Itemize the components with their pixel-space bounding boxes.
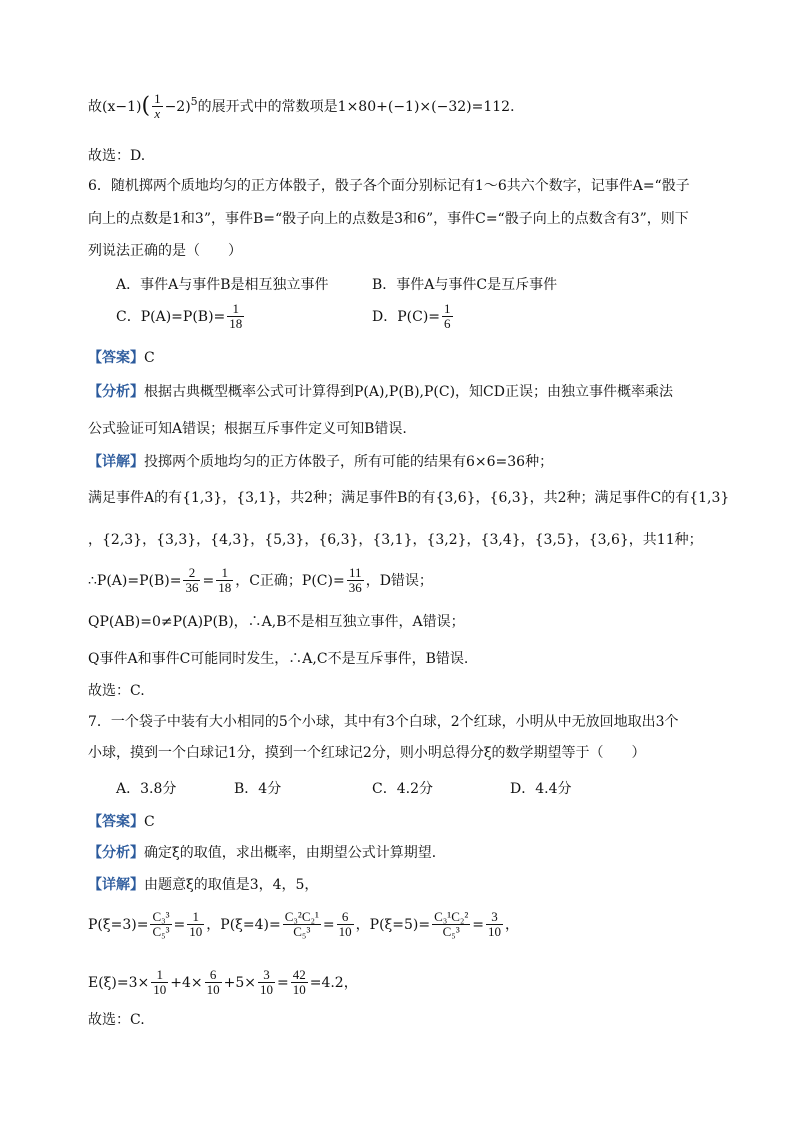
q7-detail-line-1 [88, 877, 318, 894]
denominator: C₅³ [442, 924, 460, 940]
detail-text: +4× [170, 974, 203, 991]
detail-text: 投掷两个质地均匀的正方体骰子，所有可能的结果有6×6=36种； [144, 454, 554, 470]
q7-option-a: A．3.8分 [116, 781, 177, 797]
fraction [150, 910, 171, 940]
fraction [151, 968, 168, 998]
q6-choose: 故选：C. [88, 683, 145, 699]
q7-option-d: D．4.4分 [510, 781, 572, 797]
detail-text: = [276, 974, 289, 991]
choose-d: 故选：D. [88, 148, 146, 164]
denominator: 10 [488, 924, 502, 940]
fraction [432, 910, 470, 940]
denominator: C₅³ [152, 924, 170, 940]
q6-analysis-line-1 [88, 384, 673, 401]
fraction [152, 92, 163, 122]
numerator: 11 [347, 566, 364, 581]
fraction [283, 910, 321, 940]
numerator: 3 [486, 910, 503, 925]
fraction [216, 566, 233, 596]
q7-option-b: B．4分 [234, 781, 282, 797]
q6-detail-line-2: 满足事件A的有{1,3}，{3,1}，共2种；满足事件B的有{3,6}，{6,3}，共2种；满足事件C的有{1,3} [88, 490, 730, 506]
option-text: C．P(A)=P(B)= [116, 308, 226, 325]
q6-detail-line-1 [88, 454, 553, 471]
fraction [183, 566, 200, 596]
detail-text: E(ξ)=3× [88, 974, 150, 991]
denominator: 18 [229, 316, 243, 332]
q7-analysis [88, 845, 446, 862]
detail-text: +5× [223, 974, 256, 991]
denominator: x [154, 106, 161, 122]
analysis-text: 根据古典概型概率公式可计算得到P(A),P(B),P(C)，知CD正误；由独立事件概率乘法 [144, 384, 673, 400]
fraction [227, 302, 244, 332]
denominator: 36 [348, 580, 362, 596]
answer-tag: 【答案】 [88, 814, 144, 830]
q6-analysis-line-2: 公式验证可知A错误；根据互斥事件定义可知B错误. [88, 421, 407, 437]
numerator: 1 [154, 91, 161, 106]
q6-stem-line-1: 6．随机掷两个质地均匀的正方体骰子，骰子各个面分别标记有1～6共六个数字，记事件A=“骰子 [88, 178, 690, 194]
denominator: 6 [444, 316, 451, 332]
detail-text: =4.2， [309, 974, 358, 991]
detail-tag: 【详解】 [88, 877, 144, 893]
detail-text: P(ξ=3)= [88, 916, 149, 933]
detail-text: = [173, 916, 186, 933]
detail-text: = [202, 572, 215, 589]
denominator: 10 [259, 982, 273, 998]
fraction [205, 968, 222, 998]
numerator: 1 [227, 302, 244, 317]
fraction [258, 968, 275, 998]
q7-choose: 故选：C. [88, 1012, 145, 1028]
solution-line-constant-term: 故(x−1)( $\frac{1}{x}$ −2)$^5$的展开式中的常数项是1×80+(−1)×(−32)=112． [88, 91, 525, 122]
q6-option-d [372, 302, 455, 332]
numerator: 1 [444, 301, 451, 316]
analysis-text: 确定ξ的取值，求出概率，由期望公式计算期望． [144, 845, 446, 861]
q6-detail-line-4 [88, 566, 433, 596]
detail-text: = [322, 916, 335, 933]
q7-probabilities [88, 910, 519, 940]
q7-option-c: C．4.2分 [372, 781, 433, 797]
q7-expectation [88, 968, 358, 998]
answer-tag: 【答案】 [88, 350, 144, 366]
detail-text: = [472, 916, 485, 933]
q6-option-c [116, 302, 246, 332]
option-text: D．P(C)= [372, 308, 441, 325]
q7-stem-line-1: 7．一个袋子中装有大小相同的5个小球，其中有3个白球，2个红球，小明从中无放回地取出3个 [88, 714, 679, 730]
q7-answer [88, 814, 155, 831]
numerator: 6 [337, 910, 354, 925]
fraction [337, 910, 354, 940]
exponent: 5 [190, 95, 198, 109]
answer-value: C [144, 814, 155, 830]
denominator: 18 [218, 580, 232, 596]
numerator: C₃²C₂¹ [284, 909, 319, 924]
detail-text: 由题意ξ的取值是3，4，5， [144, 877, 319, 893]
analysis-tag: 【分析】 [88, 845, 144, 861]
detail-text: ，D错误； [365, 572, 433, 589]
denominator: 10 [189, 924, 203, 940]
expr-text: −2) [164, 98, 191, 115]
fraction [347, 566, 364, 596]
q6-option-b: B．事件A与事件C是互斥事件 [372, 277, 558, 293]
numerator: 42 [292, 967, 306, 982]
detail-text: ，C正确；P(C)= [235, 572, 345, 589]
numerator: 6 [205, 968, 222, 983]
numerator: 1 [187, 910, 204, 925]
q6-detail-line-6: Q事件A和事件C可能同时发生，∴A,C不是互斥事件，B错误. [88, 651, 469, 667]
fraction [291, 968, 308, 998]
numerator: C₃³ [152, 909, 170, 924]
analysis-tag: 【分析】 [88, 384, 144, 400]
q6-detail-line-5: QP(AB)=0≠P(A)P(B)，∴A,B不是相互独立事件，A错误； [88, 614, 465, 630]
fraction [187, 910, 204, 940]
detail-text: ， [505, 916, 520, 933]
denominator: 10 [153, 982, 167, 998]
numerator: 3 [258, 968, 275, 983]
detail-tag: 【详解】 [88, 454, 144, 470]
expr-text: 的展开式中的常数项是1×80+(−1)×(−32)=112． [197, 98, 525, 115]
numerator: 1 [151, 968, 168, 983]
q6-stem-line-2: 向上的点数是1和3”，事件B=“骰子向上的点数是3和6”，事件C=“骰子向上的点数含有3”，则下 [88, 211, 689, 227]
numerator: 1 [216, 566, 233, 581]
detail-text: ∴P(A)=P(B)= [88, 572, 182, 589]
q7-stem-line-2: 小球，摸到一个白球记1分，摸到一个红球记2分，则小明总得分ξ的数学期望等于（ ） [88, 745, 646, 761]
answer-value: C [144, 350, 155, 366]
denominator: 36 [185, 580, 199, 596]
q6-stem-line-3: 列说法正确的是（ ） [88, 243, 242, 259]
expr-text: 故(x−1) [88, 98, 142, 115]
numerator: C₃¹C₂² [434, 909, 469, 924]
fraction [486, 910, 503, 940]
q6-option-a: A．事件A与事件B是相互独立事件 [116, 277, 329, 293]
denominator: 10 [338, 924, 352, 940]
denominator: C₅³ [293, 924, 311, 940]
q6-answer [88, 350, 155, 367]
detail-text: ，P(ξ=4)= [206, 916, 281, 933]
denominator: 10 [206, 982, 220, 998]
denominator: 10 [292, 982, 306, 998]
fraction [442, 302, 453, 332]
q6-detail-line-3: ，{2,3}，{3,3}，{4,3}，{5,3}，{6,3}，{3,1}，{3,2}，{3,4}，{3,5}，{3,6}，共11种； [88, 532, 703, 548]
numerator: 2 [183, 566, 200, 581]
detail-text: ，P(ξ=5)= [355, 916, 431, 933]
